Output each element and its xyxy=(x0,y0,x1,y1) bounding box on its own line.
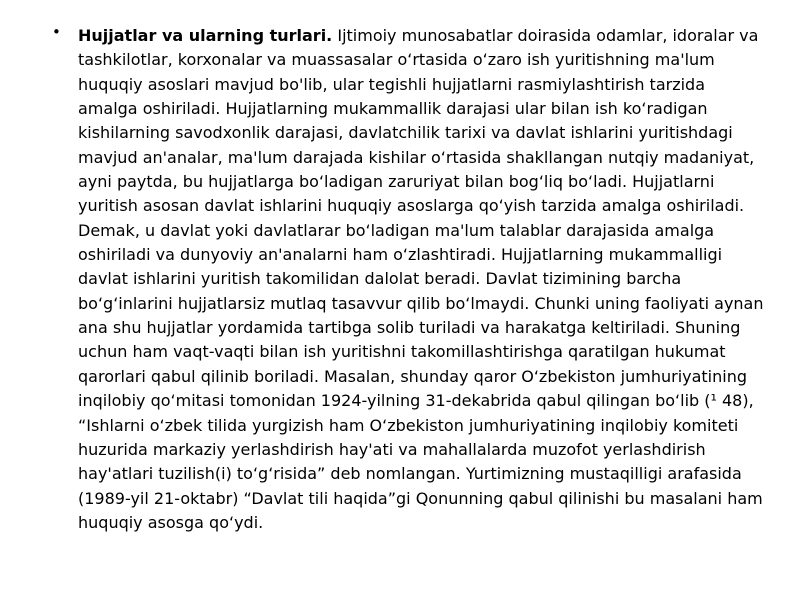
bullet-point: • xyxy=(52,23,61,41)
paragraph-body: Ijtimoiy munosabatlar doirasida odamlar, idoralar va tashkilotlar, korxonalar va muassasalar o‘rtasida o‘zaro ish yuritishning ma'lum huquqiy asoslari mavjud bo'lib, ular tegishli hujjatlarni rasmiylashtirish tarzida amalga oshiriladi. Hujjatlarning mukammallik darajasi ular bilan ish ko‘radigan kishilarning savodxonlik darajasi, davlatchilik tarixi va davlat ishlarini yuritishdagi mavjud an'analar, ma'lum darajada kishilar o‘rtasida shakllangan nutqiy madaniyat, ayni paytda, bu hujjatlarga bo‘ladigan zaruriyat bilan bog‘liq bo‘ladi. Hujjatlarni yuritish asosan davlat ishlarini huquqiy asoslarga qo‘yish tarzida amalga oshiriladi. Demak, u davlat yoki davlatlarar bo‘ladigan ma'lum talablar darajasida amalga oshiriladi va dunyoviy an'analarni ham o‘zlashtiradi. Hujjatlarning mukammalligi davlat ishlarini yuritish takomilidan dalolat beradi. Davlat tizimining barcha bo‘g‘inlarini hujjatlarsiz mutlaq tasavvur qilib bo‘lmaydi. Chunki uning faoliyati aynan ana shu hujjatlar yordamida tartibga solib turiladi va harakatga keltiriladi. Shuning uchun ham vaqt-vaqti bilan ish yuritishni takomillashtirishga qaratilgan hukumat qarorlari qabul qilinib boriladi. Masalan, shunday qaror O‘zbekiston jumhuriyatining inqilobiy qo‘mitasi tomonidan 1924-yilning 31-dekabrida qabul qilingan bo‘lib (¹ 48), “Ishlarni o‘zbek tilida yurgizish ham O‘zbekiston jumhuriyatining inqilobiy komiteti huzurida markaziy yerlashdirish hay'ati va mahallalarda muzofot yerlashdirish hay'atlari tuzilish(i) to‘g‘risida” deb nomlangan. Yurtimizning mustaqilligi arafasida (1989-yil 21-oktabr) “Davlat tili haqida”gi Qonunning qabul qilinishi bu masalani ham huquqiy asosga qo‘ydi. xyxy=(78,26,764,532)
paragraph-heading: Hujjatlar va ularning turlari. xyxy=(78,26,333,45)
paragraph xyxy=(78,24,768,535)
